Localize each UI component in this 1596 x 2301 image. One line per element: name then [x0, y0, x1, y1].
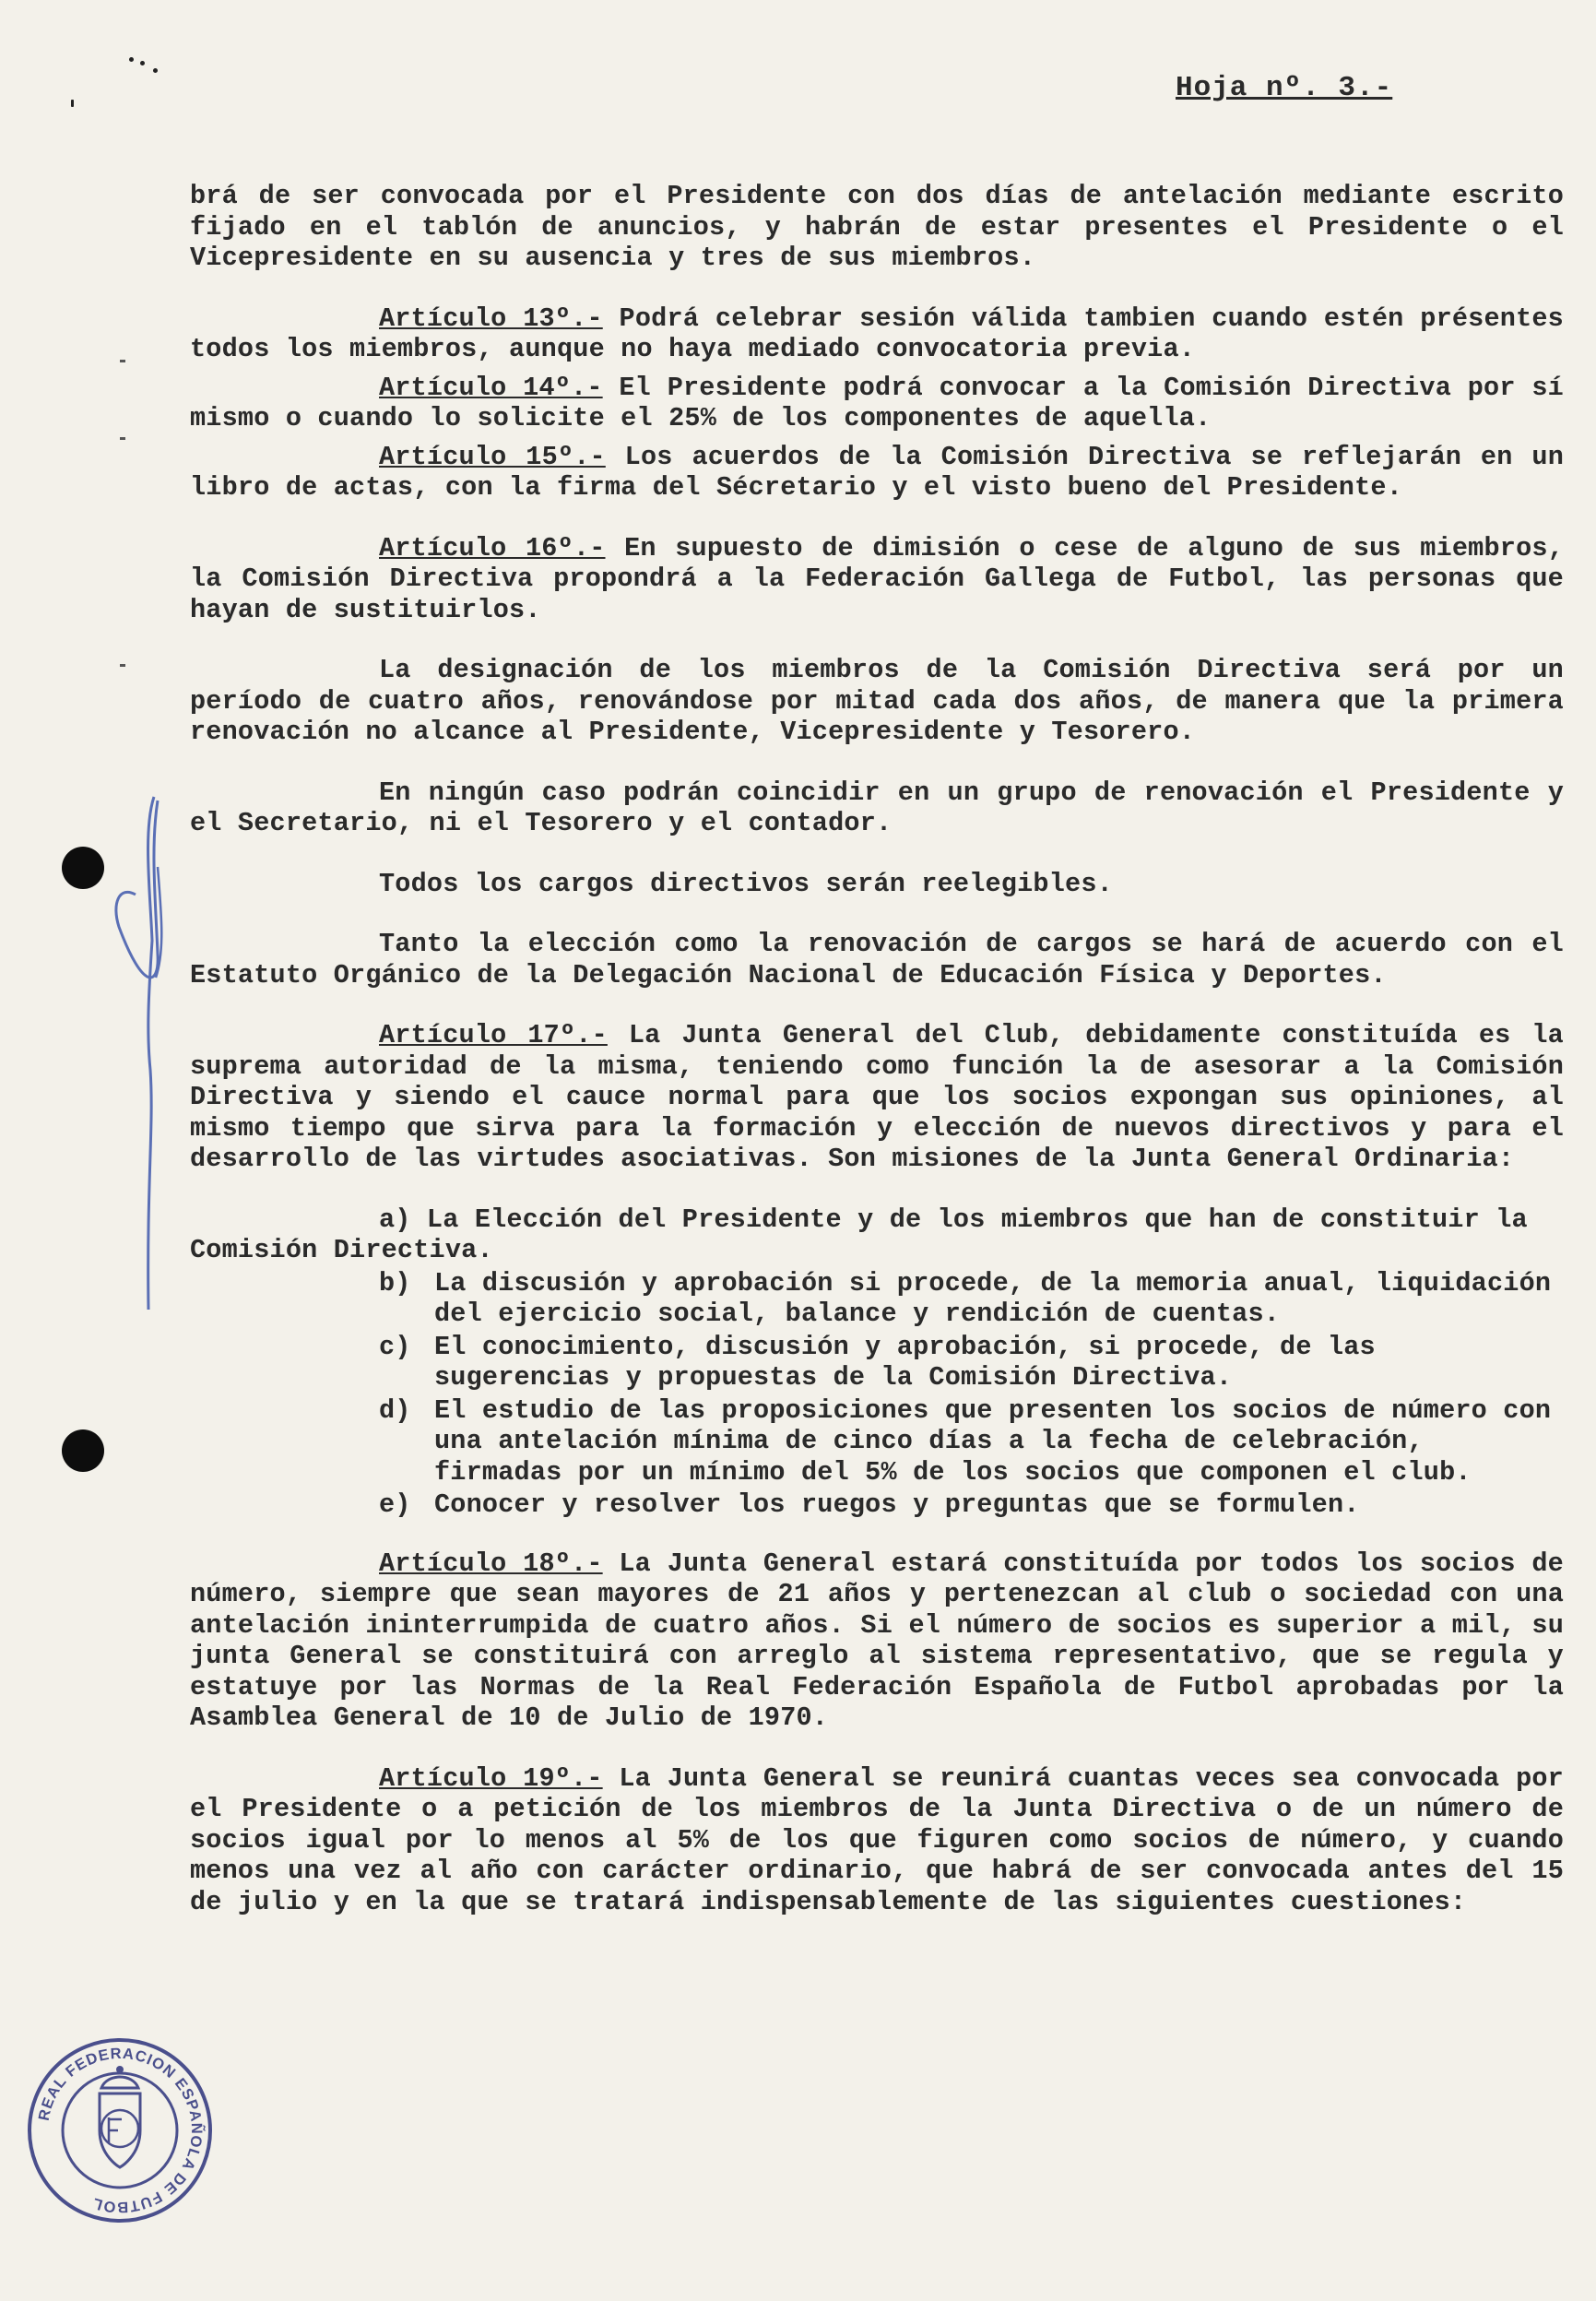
page-number: Hoja nº. 3.- — [1176, 72, 1393, 104]
paragraph-text: La Junta General del Club, debidamente constituída es la suprema autoridad de la misma, teniendo como función la de asesorar a la Comisión Directiva y siendo el cauce normal para que los socios expongan sus opiniones, al mismo tiempo que sirva para la formación y elección de nuevos directivos y para el desarrollo de las virtudes asociativas. Son misiones de la Junta General Ordinaria: — [190, 1020, 1564, 1174]
article-paragraph — [190, 1548, 1564, 1734]
paragraph-text: Los acuerdos de la Comisión Directiva se reflejarán en un libro de actas, con la firma del Sécretario y el visto bueno del Presidente. — [190, 441, 1564, 503]
paragraph-group — [190, 181, 1564, 1175]
pen-margin-mark-icon — [106, 793, 180, 1310]
list-item-text: El conocimiento, discusión y aprobación, si procede, de las sugerencias y propuestas de la Comisión Directiva. — [434, 1331, 1376, 1393]
paragraph-group — [190, 1548, 1564, 1918]
article-heading: Artículo 16º.- — [379, 532, 606, 563]
paragraph — [190, 655, 1564, 748]
list-item-text: La discusión y aprobación si procede, de la memoria anual, liquidación del ejercicio social, balance y rendición de cuentas. — [434, 1267, 1552, 1329]
paper-speck — [71, 100, 74, 107]
article-paragraph — [190, 303, 1564, 365]
paper-speck — [140, 61, 145, 65]
list-item-text: El estudio de las proposiciones que presenten los socios de número con una antelación mínima de cinco días a la fecha de celebración, firmadas por un mínimo del 5% de los socios que componen el club. — [434, 1394, 1552, 1488]
stamp-text: REAL FEDERACION ESPAÑOLA DE FUTBOL — [35, 2045, 206, 2216]
paragraph-text: En ningún caso podrán coincidir en un grupo de renovación el Presidente y el Secretario, ni el Tesorero y el contador. — [190, 777, 1564, 838]
list-item-letter: d) — [379, 1394, 411, 1426]
margin-tick — [120, 360, 125, 362]
article-heading: Artículo 19º.- — [379, 1762, 603, 1794]
article-heading: Artículo 13º.- — [379, 302, 603, 334]
item-list — [190, 1204, 1564, 1521]
article-heading: Artículo 18º.- — [379, 1548, 603, 1579]
article-paragraph — [190, 442, 1564, 504]
paragraph-text: brá de ser convocada por el Presidente con dos días de antelación mediante escrito fijado en el tablón de anuncios, y habrán de estar presentes el Presidente o el Vicepresidente en su ausencia y tres de sus miembros. — [190, 181, 1564, 273]
paragraph — [190, 869, 1564, 900]
paragraph-text: Tanto la elección como la renovación de cargos se hará de acuerdo con el Estatuto Orgánico de la Delegación Nacional de Educación Física y Deportes. — [190, 929, 1564, 990]
paragraph-text: Podrá celebrar sesión válida tambien cuando estén présentes todos los miembros, aunque no haya mediado convocatoria previa. — [190, 302, 1564, 364]
article-heading: Artículo 17º.- — [379, 1020, 608, 1050]
article-heading: Artículo 14º.- — [379, 372, 603, 403]
paragraph-text: La Junta General se reunirá cuantas veces sea convocada por el Presidente o a petición de los miembros de la Junta Directiva o de un número de socios igual por lo menos al 5% de los que figuren como socios de número, y cuando menos una vez al año con carácter ordinario, que habrá de ser convocada antes del 15 de julio y en la que se tratará indispensablemente de las siguientes cuestiones: — [190, 1762, 1564, 1917]
paper-speck — [153, 68, 158, 73]
margin-tick — [120, 437, 125, 440]
list-item — [190, 1395, 1564, 1489]
list-item-letter: a) — [379, 1204, 411, 1235]
list-item-letter: b) — [379, 1267, 411, 1299]
list-item-letter: c) — [379, 1331, 411, 1362]
paragraph-text: El Presidente podrá convocar a la Comisión Directiva por sí mismo o cuando lo solicite el 25% de los componentes de aquella. — [190, 372, 1564, 433]
paragraph-text: La Junta General estará constituída por todos los socios de número, siempre que sean mayores de 21 años y pertenezcan al club o sociedad con una antelación ininterrumpida de cuatro años. Si el número de socios es superior a mil, su junta General se constituirá con arreglo al sistema representativo, que se regula y estatuye por las Normas de la Real Federación Española de Futbol aprobadas por la Asamblea General de 10 de Julio de 1970. — [190, 1548, 1564, 1733]
paragraph-text: La designación de los miembros de la Comisión Directiva será por un período de cuatro años, renovándose por mitad cada dos años, de manera que la primera renovación no alcance al Presidente, Vicepresidente y Tesorero. — [190, 655, 1564, 747]
list-item-text: Conocer y resolver los ruegos y preguntas que se formulen. — [434, 1489, 1360, 1520]
paper-speck — [129, 57, 134, 62]
margin-tick — [120, 664, 125, 667]
paragraph — [190, 929, 1564, 990]
document-body — [190, 181, 1564, 1947]
article-paragraph — [190, 1020, 1564, 1175]
article-heading: Artículo 15º.- — [379, 441, 606, 472]
list-item-text: La Elección del Presidente y de los miembros que han de constituir la Comisión Directiva. — [190, 1204, 1528, 1265]
punch-hole — [62, 1429, 104, 1472]
article-paragraph — [190, 1763, 1564, 1918]
punch-hole — [62, 847, 104, 889]
paragraph-text: Todos los cargos directivos serán reelegibles. — [379, 868, 1113, 899]
paragraph — [190, 777, 1564, 839]
paragraph-text: En supuesto de dimisión o cese de alguno de sus miembros, la Comisión Directiva propondrá a la Federación Gallega de Futbol, las personas que hayan de sustituirlos. — [190, 532, 1564, 625]
paragraph — [190, 181, 1564, 274]
list-item — [190, 1332, 1564, 1394]
list-item-letter: e) — [379, 1489, 411, 1520]
list-item — [190, 1489, 1564, 1521]
article-paragraph — [190, 373, 1564, 434]
article-paragraph — [190, 533, 1564, 626]
list-item — [190, 1268, 1564, 1330]
list-item — [190, 1204, 1564, 1266]
federation-stamp-icon — [26, 2036, 214, 2224]
